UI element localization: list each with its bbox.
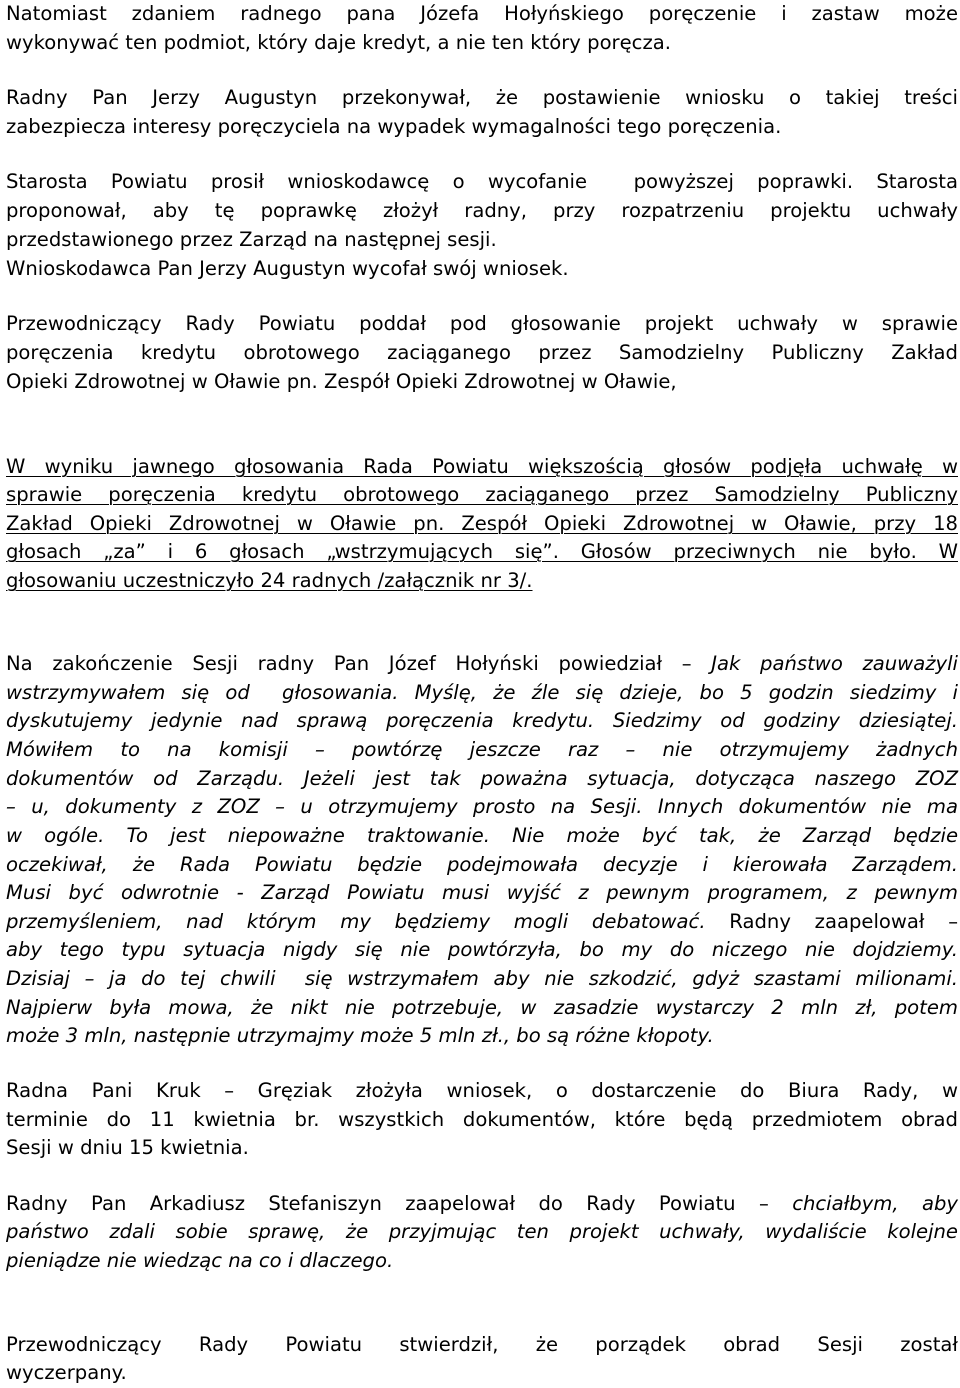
text-line: sprawie poręczenia kredytu obrotowego zaciąganego przez Samodzielny Publiczny xyxy=(6,483,958,506)
text-line: w ogóle. To jest niepoważne traktowanie. Nie może być tak, że Zarząd będzie xyxy=(6,824,958,847)
text-line: wstrzymywałem się od głosowania. Myślę, że źle się dzieje, bo 5 godzin siedzimy i xyxy=(6,681,958,704)
text-line: Radny Pan Jerzy Augustyn przekonywał, że postawienie wniosku o takiej treści xyxy=(6,86,958,109)
text-line: Radna Pani Kruk – Gręziak złożyła wniosek, o dostarczenie do Biura Rady, w xyxy=(6,1079,958,1102)
text-line: poręczenia kredytu obrotowego zaciąganego przez Samodzielny Publiczny Zakład xyxy=(6,341,958,364)
text-line: – u, dokumenty z ZOZ – u otrzymujemy prosto na Sesji. Innych dokumentów nie ma xyxy=(6,795,958,818)
text-line xyxy=(6,650,958,678)
text-line: Natomiast zdaniem radnego pana Józefa Hołyńskiego poręczenie i zastaw może xyxy=(6,2,958,25)
text-line: może 3 mln, następnie utrzymajmy może 5 mln zł., bo są różne kłopoty. xyxy=(6,1024,714,1047)
quoted-speech: przemyśleniem, nad którym my będziemy mogli debatować. xyxy=(6,910,706,933)
text-line: Starosta Powiatu prosił wnioskodawcę o wycofanie powyższej poprawki. Starosta xyxy=(6,170,958,193)
text-line: Opieki Zdrowotnej w Oławie pn. Zespół Opieki Zdrowotnej w Oławie, xyxy=(6,370,677,393)
text-line: Zakład Opieki Zdrowotnej w Oławie pn. Zespół Opieki Zdrowotnej w Oławie, przy 18 xyxy=(6,512,958,535)
narration: Radny zaapelował – xyxy=(705,910,959,933)
text-line xyxy=(6,908,958,936)
text-line: Przewodniczący Rady Powiatu poddał pod głosowanie projekt uchwały w sprawie xyxy=(6,312,958,335)
text-line xyxy=(6,1190,958,1218)
text-line: Dzisiaj – ja do tej chwili się wstrzymałem aby nie szkodzić, gdyż szastami milionami. xyxy=(6,967,958,990)
quoted-speech: Jak państwo zauważyli xyxy=(711,652,958,675)
text-line: W wyniku jawnego głosowania Rada Powiatu większością głosów podjęła uchwałę w xyxy=(6,455,958,478)
text-line: przedstawionego przez Zarząd na następnej sesji. xyxy=(6,228,497,251)
text-line: państwo zdali sobie sprawę, że przyjmując ten projekt uchwały, wydaliście kolejne xyxy=(6,1220,958,1243)
text-line: Mówiłem to na komisji – powtórzę jeszcze raz – nie otrzymujemy żadnych xyxy=(6,738,958,761)
speaker-intro: Radny Pan Arkadiusz Stefaniszyn zaapelował do Rady Powiatu – xyxy=(6,1192,793,1215)
text-line: terminie do 11 kwietnia br. wszystkich dokumentów, które będą przedmiotem obrad xyxy=(6,1108,958,1131)
text-line: głosowaniu uczestniczyło 24 radnych /załącznik nr 3/. xyxy=(6,569,533,592)
text-line: Najpierw była mowa, że nikt nie potrzebuje, w zasadzie wystarczy 2 mln zł, potem xyxy=(6,996,958,1019)
text-line: wyczerpany. xyxy=(6,1361,127,1384)
text-line: dokumentów od Zarządu. Jeżeli jest tak poważna sytuacja, dotycząca naszego ZOZ xyxy=(6,767,958,790)
text-line: dyskutujemy jedynie nad sprawą poręczenia kredytu. Siedzimy od godziny dziesiątej. xyxy=(6,709,958,732)
text-line: wykonywać ten podmiot, który daje kredyt, a nie ten który poręcza. xyxy=(6,31,671,54)
speaker-intro: Na zakończenie Sesji radny Pan Józef Hołyński powiedział – xyxy=(6,652,712,675)
quoted-speech: chciałbym, aby xyxy=(792,1192,959,1215)
text-line: głosach „za” i 6 głosach „wstrzymujących się”. Głosów przeciwnych nie było. W xyxy=(6,540,958,563)
text-line: Musi być odwrotnie - Zarząd Powiatu musi wyjść z pewnym programem, z pewnym xyxy=(6,881,958,904)
text-line: proponował, aby tę poprawkę złożył radny, przy rozpatrzeniu projektu uchwały xyxy=(6,199,958,222)
text-line: aby tego typu sytuacja nigdy się nie powtórzyła, bo my do niczego nie dojdziemy. xyxy=(6,938,958,961)
text-line: oczekiwał, że Rada Powiatu będzie podejmowała decyzje i kierowała Zarządem. xyxy=(6,853,958,876)
text-line: zabezpiecza interesy poręczyciela na wypadek wymagalności tego poręczenia. xyxy=(6,115,782,138)
text-line: Przewodniczący Rady Powiatu stwierdził, że porządek obrad Sesji został xyxy=(6,1333,958,1356)
text-line: pieniądze nie wiedząc na co i dlaczego. xyxy=(6,1249,394,1272)
text-line: Wnioskodawca Pan Jerzy Augustyn wycofał swój wniosek. xyxy=(6,257,569,280)
text-line: Sesji w dniu 15 kwietnia. xyxy=(6,1136,249,1159)
